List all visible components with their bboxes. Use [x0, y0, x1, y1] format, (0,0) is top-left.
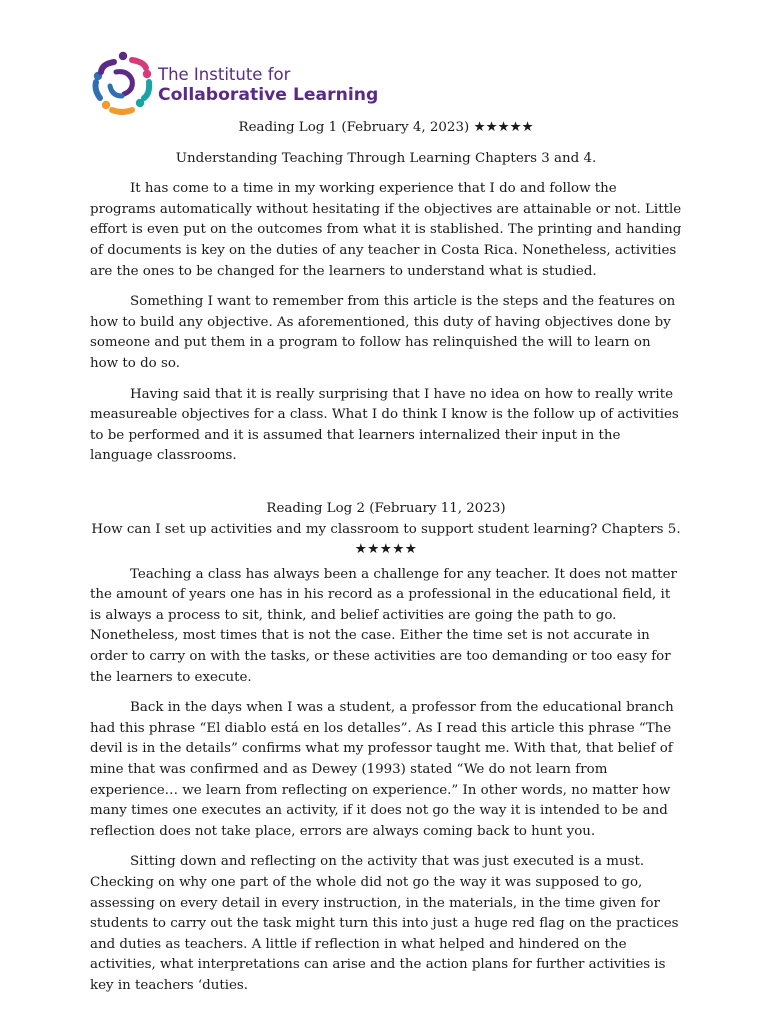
- log-1-paragraph-2: Something I want to remember from this article is the steps and the features on how to build any objective. As aforementioned, this duty of having objectives done by someone and put them in a program to follow has relinquished the will to learn on how to do so.: [90, 294, 676, 371]
- logo-line-2: Collaborative Learning: [158, 85, 379, 105]
- star-rating: ★★★★★: [354, 542, 418, 558]
- log-2-paragraph-1: Teaching a class has always been a challenge for any teacher. It does not matter the amount of years one has in his record as a professional in the educational field, it is always a process to sit, think, and belief activities are going the path to go. Nonetheless, most times that is not the case. Either the time set is not accurate in order to carry on with the tasks, or these activities are too demanding or too easy for the learners to execute.: [90, 566, 677, 685]
- logo-line-1: The Institute for: [158, 65, 291, 84]
- log-2-paragraph-3: Sitting down and reflecting on the activity that was just executed is a must. Checking on why one part of the whole did not go the way it was supposed to go, assessing on every detail in every instruction, in the materials, in the time given for students to carry out the task might turn this into just a huge red flag on the practices and duties as teachers. A little if reflection in what helped and hindered on the activities, what interpretations can arise and the action plans for further activities is key in teachers ‘duties.: [90, 854, 679, 993]
- logo-wordmark: [158, 64, 378, 106]
- people-circle-logo-icon: [92, 50, 154, 116]
- reading-log-2-subtitle: How can I set up activities and my classroom to support student learning? Chapters 5.: [91, 521, 681, 537]
- reading-log-1-title: Reading Log 1 (February 4, 2023) ★★★★★: [238, 120, 534, 135]
- log-2-paragraph-2: Back in the days when I was a student, a professor from the educational branch had this phrase “El diablo está en los detalles”. As I read this article this phrase “The devil is in the details” confirms what my professor taught me. With that, that belief of mine that was confirmed and as Dewey (1993) stated “We do not learn from experience… we learn from reflecting on experience.” In other words, no matter how many times one executes an activity, if it does not go the way it is intended to be and reflection does not take place, errors are always coming back to hunt you.: [90, 700, 674, 839]
- reading-log-1-subtitle: Understanding Teaching Through Learning Chapters 3 and 4.: [175, 150, 597, 166]
- document-body: [90, 118, 682, 1007]
- log-1-paragraph-1: It has come to a time in my working experience that I do and follow the programs automatically without hesitating if the objectives are attainable or not. Little effort is even put on the outcomes from what it is stablished. The printing and handing of documents is key on the duties of any teacher in Costa Rica. Nonetheless, activities are the ones to be changed for the learners to understand what is studied.: [90, 181, 682, 279]
- reading-log-2-title: Reading Log 2 (February 11, 2023): [266, 500, 506, 516]
- log-1-paragraph-3: Having said that it is really surprising that I have no idea on how to really write measureable objectives for a class. What I do think I know is the follow up of activities to be performed and it is assumed that learners internalized their input in the language classrooms.: [90, 386, 679, 464]
- institute-logo: [92, 50, 392, 116]
